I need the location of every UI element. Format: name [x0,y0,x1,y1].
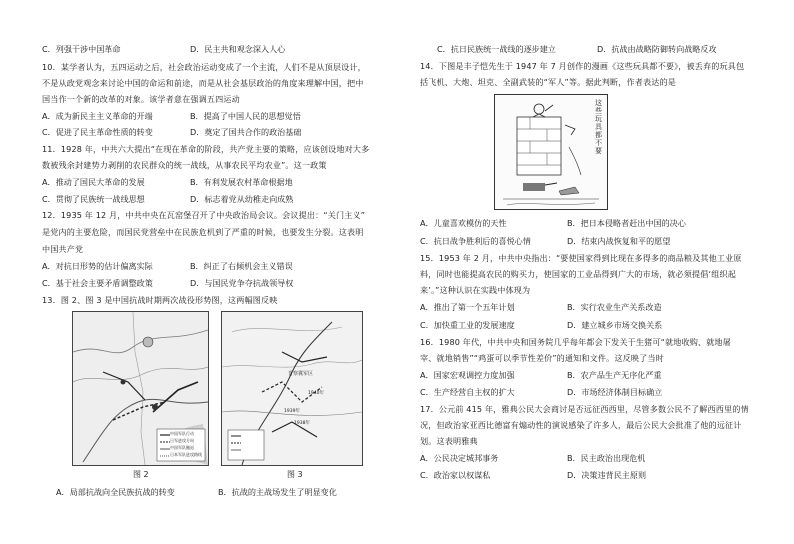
cartoon-title: 这些玩具都不要 [595,99,602,155]
q13-stem-line-1: 13．图 2、图 3 是中国抗战时期两次战役形势图，这两幅图反映 [42,295,278,305]
q12-option-d[interactable]: D．与国民党争夺抗战领导权 [190,278,294,288]
q14-option-a[interactable]: A．儿童喜欢模仿的天性 [420,218,507,228]
legend-item: 日本军队进攻路线 [170,452,202,457]
q12-stem-line-2: 是党内的主要危险，而国民党营垒中在民族危机到了严重的时候，也要发生分裂。这表明 [42,227,364,237]
q11-option-c[interactable]: C．贯彻了民族统一战线思想 [42,194,145,204]
legend-item: 中国军队撤退 [170,445,194,450]
q11-stem-line-2: 数被残余封建势力剥削的农民群众的统一战线，从事农民平均农业”。这一政策 [42,160,327,170]
q15-stem-line-2: 料，同时也能提高农民的购买力，使国家的工业品得到广大的市场，就必须提倡‘组织起 [420,269,736,279]
q13-option-a[interactable]: A．局部抗战向全民族抗战的转变 [56,487,175,497]
q13-option-c[interactable]: C．抗日民族统一战线的逐步建立 [437,44,556,54]
q16-stem-line-1: 16．1980 年代，中共中央和国务院几乎每年都会下发关于生猪可“就地收购、就地屠 [420,337,731,347]
q12-option-c[interactable]: C．基于社会主要矛盾调整政策 [42,278,153,288]
q10-option-a[interactable]: A．成为新民主主义革命的开端 [42,111,153,121]
q15-stem-line-1: 15．1953 年 2 月，中共中央指出：“要使国家得到比现在多得多的商品粮及其他工业原 [420,253,742,263]
q11-stem-line-1: 11．1928 年，中共六大提出“在现在革命的阶段，共产党主要的策略，应该创设地对大多 [42,144,370,154]
q16-option-d[interactable]: D．市场经济体制目标确立 [567,387,663,397]
q17-stem-line-1: 17．公元前 415 年，雅典公民大会商讨是否远征西西里，尽管多数公民不了解西西里的情 [420,404,749,414]
q13-option-b[interactable]: B．抗战的主战场发生了明显变化 [218,487,337,497]
q9-option-c[interactable]: C．列强干涉中国革命 [42,44,121,54]
q15-option-d[interactable]: D．建立城乡市场交换关系 [567,320,663,330]
q14-option-c[interactable]: C．抗日战争胜利后的喜悦心情 [420,236,531,246]
q17-stem-line-2: 况，但政治家亚西比德富有煽动性的演说感染了许多人，最后公民大会批准了他的远征计 [420,420,742,430]
q16-option-b[interactable]: B．农产品生产无序化严重 [567,370,662,380]
q11-option-d[interactable]: D．标志着党从幼稚走向成熟 [190,194,294,204]
figure-3-year-label: 1940年 [308,391,324,396]
q16-stem-line-2: 宰、就地销售”“鸡蛋可以季节性差价”的通知和文件。这反映了当时 [420,353,664,363]
q10-stem-line-3: 国当作一个新的改革的对象。该学者意在强调五四运动 [42,94,240,104]
legend-item: 中国军队行动 [170,431,194,436]
figure-3-caption: 图 3 [287,470,303,479]
q12-option-b[interactable]: B．纠正了右倾机会主义错误 [190,261,293,271]
figure-2-caption: 图 2 [133,470,149,479]
figure-3-battle-map [221,311,363,466]
q15-option-a[interactable]: A．推出了第一个五年计划 [420,302,515,312]
q16-option-c[interactable]: C．生产经营自主权的扩大 [420,387,515,397]
q9-option-d[interactable]: D．民主共和观念深入人心 [190,44,286,54]
q17-option-d[interactable]: D．决策违背民主原则 [567,470,647,480]
figure-2-legend [170,430,202,458]
q10-option-d[interactable]: D．奠定了国共合作的政治基础 [190,127,302,137]
q11-option-b[interactable]: B．有利发展农村革命根据地 [190,177,293,187]
q10-option-c[interactable]: C．促进了民主革命性质的转变 [42,127,153,137]
figure-3-year-label: 1938年 [294,421,310,426]
figure-3-region-label: 晋察冀军区 [288,371,314,377]
q10-stem-line-2: 不是从政党观念来讨论中国的命运和前途，而是从社会基层政治的角度来理解中国，把中 [42,78,364,88]
q17-option-a[interactable]: A．公民决定城邦事务 [420,453,499,463]
figure-2-battle-map [72,311,209,466]
q10-stem-line-1: 10．某学者认为，五四运动之后，社会政治运动变成了一个主流，人们不是从顶层设计， [42,62,366,72]
q17-stem-line-3: 划。这表明雅典 [420,436,478,446]
q15-option-b[interactable]: B．实行农业生产关系改造 [567,302,662,312]
q14-option-b[interactable]: B．把日本侵略者赶出中国的决心 [567,218,686,228]
q17-option-c[interactable]: C．政治家以权谋私 [420,470,491,480]
q14-stem-line-2: 括飞机、大炮、坦克、全副武装的“军人”等。据此判断，作者表达的是 [420,77,677,87]
q15-stem-line-3: 来’。”这种认识在实践中体现为 [420,285,531,295]
figure-3-year-label: 1939年 [284,409,300,414]
q13-option-d[interactable]: D．抗战由战略防御转向战略反攻 [597,44,717,54]
legend-item: 日军进攻方向 [170,438,194,443]
q14-option-d[interactable]: D．结束内战恢复和平的愿望 [567,236,671,246]
q10-option-b[interactable]: B．提高了中国人民的思想觉悟 [190,111,301,121]
q16-option-a[interactable]: A．国家宏观调控力度加强 [420,370,515,380]
q12-stem-line-3: 中国共产党 [42,244,84,254]
q15-option-c[interactable]: C．加快重工业的发展速度 [420,320,515,330]
q17-option-b[interactable]: B．民主政治出现危机 [567,453,646,463]
q11-option-a[interactable]: A．推动了国民大革命的发展 [42,177,145,187]
q12-stem-line-1: 12．1935 年 12 月，中共中央在瓦窑堡召开了中央政治局会议。会议提出：“关门主义” [42,210,366,220]
right-column [400,0,794,544]
q14-stem-line-1: 14．下图是丰子恺先生于 1947 年 7 月创作的漫画《这些玩具都不要》，被丢弃的玩具包 [420,61,745,71]
cartoon-illustration [494,94,608,210]
q12-option-a[interactable]: A．对抗日形势的估计偏离实际 [42,261,153,271]
